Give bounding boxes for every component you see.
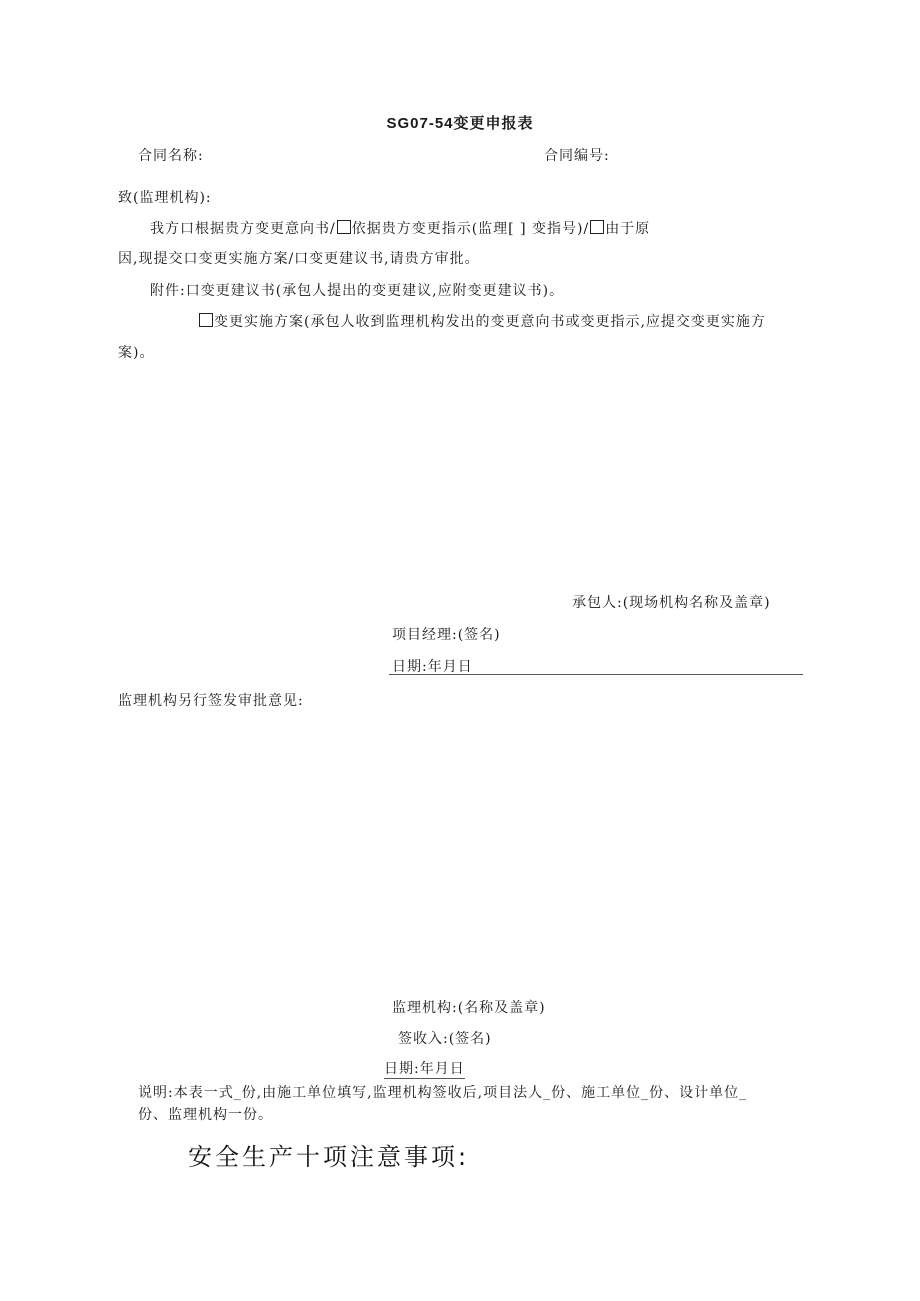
form-code: SG07-54 bbox=[386, 115, 454, 132]
attachment-line3: 案)。 bbox=[118, 345, 155, 361]
attachment-line2-text: 变更实施方案(承包人收到监理机构发出的变更意向书或变更指示,应提交变更实施方 bbox=[214, 314, 766, 330]
form-title bbox=[0, 112, 920, 133]
attachment-line2 bbox=[198, 311, 766, 331]
body-line1-part-c: 由于原 bbox=[605, 221, 651, 237]
checkbox-implementation-plan[interactable] bbox=[199, 313, 213, 327]
note-line2: 份、监理机构一份。 bbox=[138, 1107, 273, 1123]
signature-divider bbox=[389, 674, 803, 675]
date-label-contractor: 日期:年月日 bbox=[392, 659, 473, 675]
date-label-supervisor bbox=[384, 1058, 465, 1078]
project-manager-label: 项目经理:(签名) bbox=[392, 627, 501, 643]
body-line1-part-b: 依据贵方变更指示(监理[ ] 变指号)/ bbox=[351, 221, 590, 237]
checkbox-change-instruction[interactable] bbox=[337, 220, 351, 234]
checkbox-other-reason[interactable] bbox=[590, 220, 604, 234]
note-line1: 说明:本表一式_份,由施工单位填写,监理机构签收后,项目法人_份、施工单位_份、设计单位_ bbox=[138, 1085, 748, 1101]
contract-name-label: 合同名称: bbox=[138, 148, 204, 164]
contract-number-label: 合同编号: bbox=[544, 148, 610, 164]
addressee-line: 致(监理机构): bbox=[118, 190, 212, 206]
supervisor-label: 监理机构:(名称及盖章) bbox=[392, 1000, 546, 1016]
supervisor-opinion-label: 监理机构另行签发审批意见: bbox=[118, 693, 304, 709]
contractor-label: 承包人:(现场机构名称及盖章) bbox=[572, 595, 771, 611]
form-title-text: 变更申报表 bbox=[453, 114, 534, 132]
body-paragraph-line2: 因,现提交口变更实施方案/口变更建议书,请贵方审批。 bbox=[118, 251, 480, 267]
attachment-line1: 附件:口变更建议书(承包人提出的变更建议,应附变更建议书)。 bbox=[150, 283, 565, 299]
body-line1-part-a: 我方口根据贵方变更意向书/ bbox=[150, 221, 336, 237]
signee-label: 签收入:(签名) bbox=[398, 1031, 492, 1047]
safety-heading: 安全生产十项注意事项: bbox=[188, 1143, 470, 1171]
body-paragraph-line1 bbox=[150, 218, 650, 238]
date-label-supervisor-text: 日期:年月日 bbox=[384, 1061, 465, 1077]
